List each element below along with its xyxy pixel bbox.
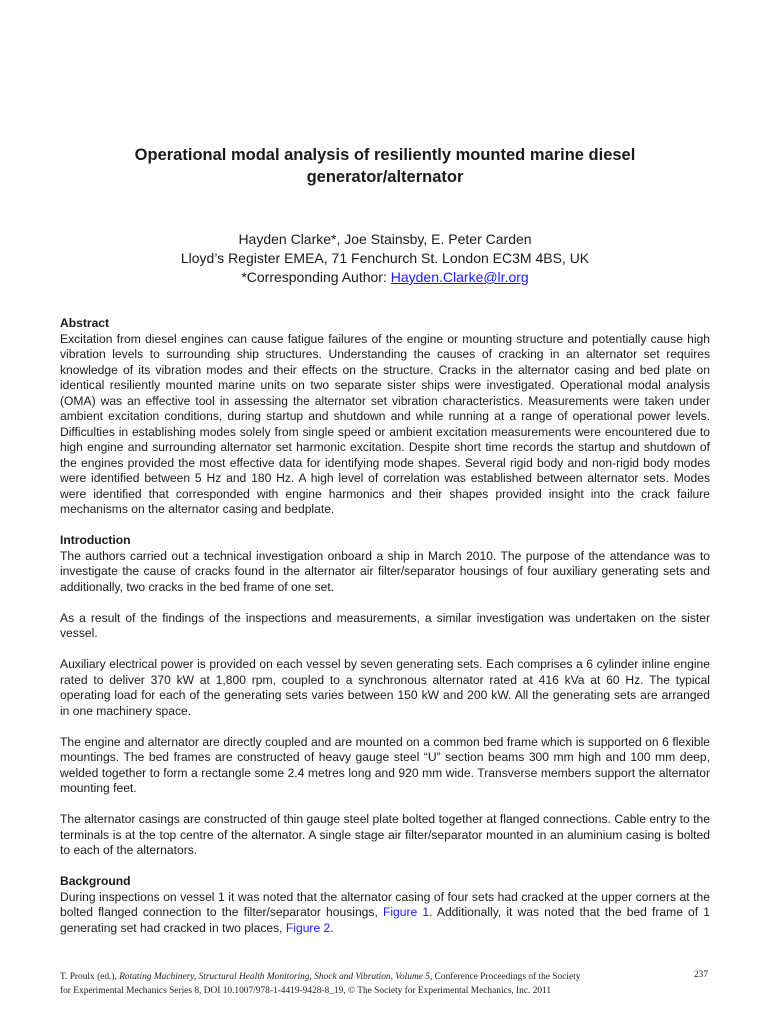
page-number: 237 xyxy=(693,970,708,980)
abstract-heading: Abstract xyxy=(60,316,110,330)
figure-1-link[interactable]: Figure 1 xyxy=(382,905,430,919)
background-text-b: . Additionally, it was noted that the bed frame of 1 generating set had cracked in two places, xyxy=(60,905,710,935)
introduction-heading: Introduction xyxy=(60,533,131,547)
intro-paragraph-4: The engine and alternator are directly coupled and are mounted on a common bed frame which is supported on 6 flexible mountings. The bed frames are constructed of heavy gauge steel “U” section beams 300 mm high and 100 mm deep, welded together to form a rectangle some 2.4 metres long and 920 mm wide. Transverse members support the alternator mounting feet. xyxy=(60,734,710,795)
corresponding-author xyxy=(60,268,710,287)
corresponding-prefix: *Corresponding Author: xyxy=(241,269,391,285)
footer-book-title: Rotating Machinery, Structural Health Monitoring, Shock and Vibration, Volume 5 xyxy=(119,972,430,982)
intro-paragraph-3: Auxiliary electrical power is provided on each vessel by seven generating sets. Each comprises a 6 cylinder inline engine rated to deliver 370 kW at 1,800 rpm, coupled to a synchronous alternator rated at 416 kVa at 60 Hz. The typical operating load for each of the generating sets varies between 150 kW and 200 kW. All the generating sets are arranged in one machinery space. xyxy=(60,657,710,718)
author-affiliation: Lloyd’s Register EMEA, 71 Fenchurch St. London EC3M 4BS, UK xyxy=(180,250,590,266)
author-names: Hayden Clarke*, Joe Stainsby, E. Peter Carden xyxy=(238,231,532,247)
author-email-link[interactable]: Hayden.Clarke@lr.org xyxy=(390,269,529,285)
paper-title xyxy=(60,144,710,188)
title-line-1: Operational modal analysis of resiliently mounted marine diesel xyxy=(134,146,636,164)
footer-line-2: for Experimental Mechanics Series 8, DOI 10.1007/978-1-4419-9428-8_19, © The Society for Experimental Mechanics, Inc. 2011 xyxy=(60,986,552,996)
intro-paragraph-1: The authors carried out a technical investigation onboard a ship in March 2010. The purpose of the attendance was to investigate the cause of cracks found in the alternator air filter/separator housings of four auxiliary generating sets and additionally, two cracks in the bed frame of one set. xyxy=(60,548,710,594)
footer-citation xyxy=(60,970,710,998)
title-line-2: generator/alternator xyxy=(306,168,464,186)
background-text-a: During inspections on vessel 1 it was noted that the alternator casing of four sets had cracked at the upper corners at the bolted flanged connection to the filter/separator housings, xyxy=(60,889,710,919)
footer-editor: T. Proulx (ed.), xyxy=(60,972,120,982)
background-paragraph xyxy=(60,890,710,937)
background-heading: Background xyxy=(60,874,131,888)
author-block xyxy=(60,230,710,287)
intro-paragraph-5: The alternator casings are constructed of thin gauge steel plate bolted together at flanged connections. Cable entry to the terminals is at the top centre of the alternator. A single stage air filter/separator mounted in an aluminium casing is bolted to each of the alternators. xyxy=(60,812,710,857)
background-text-c: . xyxy=(330,920,334,935)
abstract-text: Excitation from diesel engines can cause fatigue failures of the engine or mounting structure and potentially cause high vibration levels to surrounding ship structures. Understanding the causes of cracking in an alternator set requires knowledge of its vibration modes and their effects on the structure. Cracks in the alternator casing and bed plate on identical resiliently mounted marine units on two separate sister ships were investigated. Operational modal analysis (OMA) was an effective tool in assessing the alternator set vibration characteristics. Measurements were taken under ambient excitation conditions, during startup and shutdown and while running at a range of operational power levels. Difficulties in establishing modes solely from single speed or ambient excitation measurements were encountered due to high engine and surrounding alternator set harmonic excitation. Despite short time records the startup and shutdown of the engines provided the most effective data for identifying mode shapes. Several rigid body and non-rigid body modes were identified between 5 Hz and 180 Hz. A high level of correlation was established between alternator sets. Modes were identified that corresponded with engine harmonics and their shapes provided insight into the crack failure mechanisms on the alternator casing and bedplate. xyxy=(60,331,710,516)
footer-rest-line-1: , Conference Proceedings of the Society xyxy=(429,972,581,982)
figure-2-link[interactable]: Figure 2 xyxy=(285,920,331,935)
footer-line-1 xyxy=(60,970,710,984)
paper-body xyxy=(60,316,710,936)
intro-paragraph-2: As a result of the findings of the inspections and measurements, a similar investigation was undertaken on the sister vessel. xyxy=(60,610,710,640)
